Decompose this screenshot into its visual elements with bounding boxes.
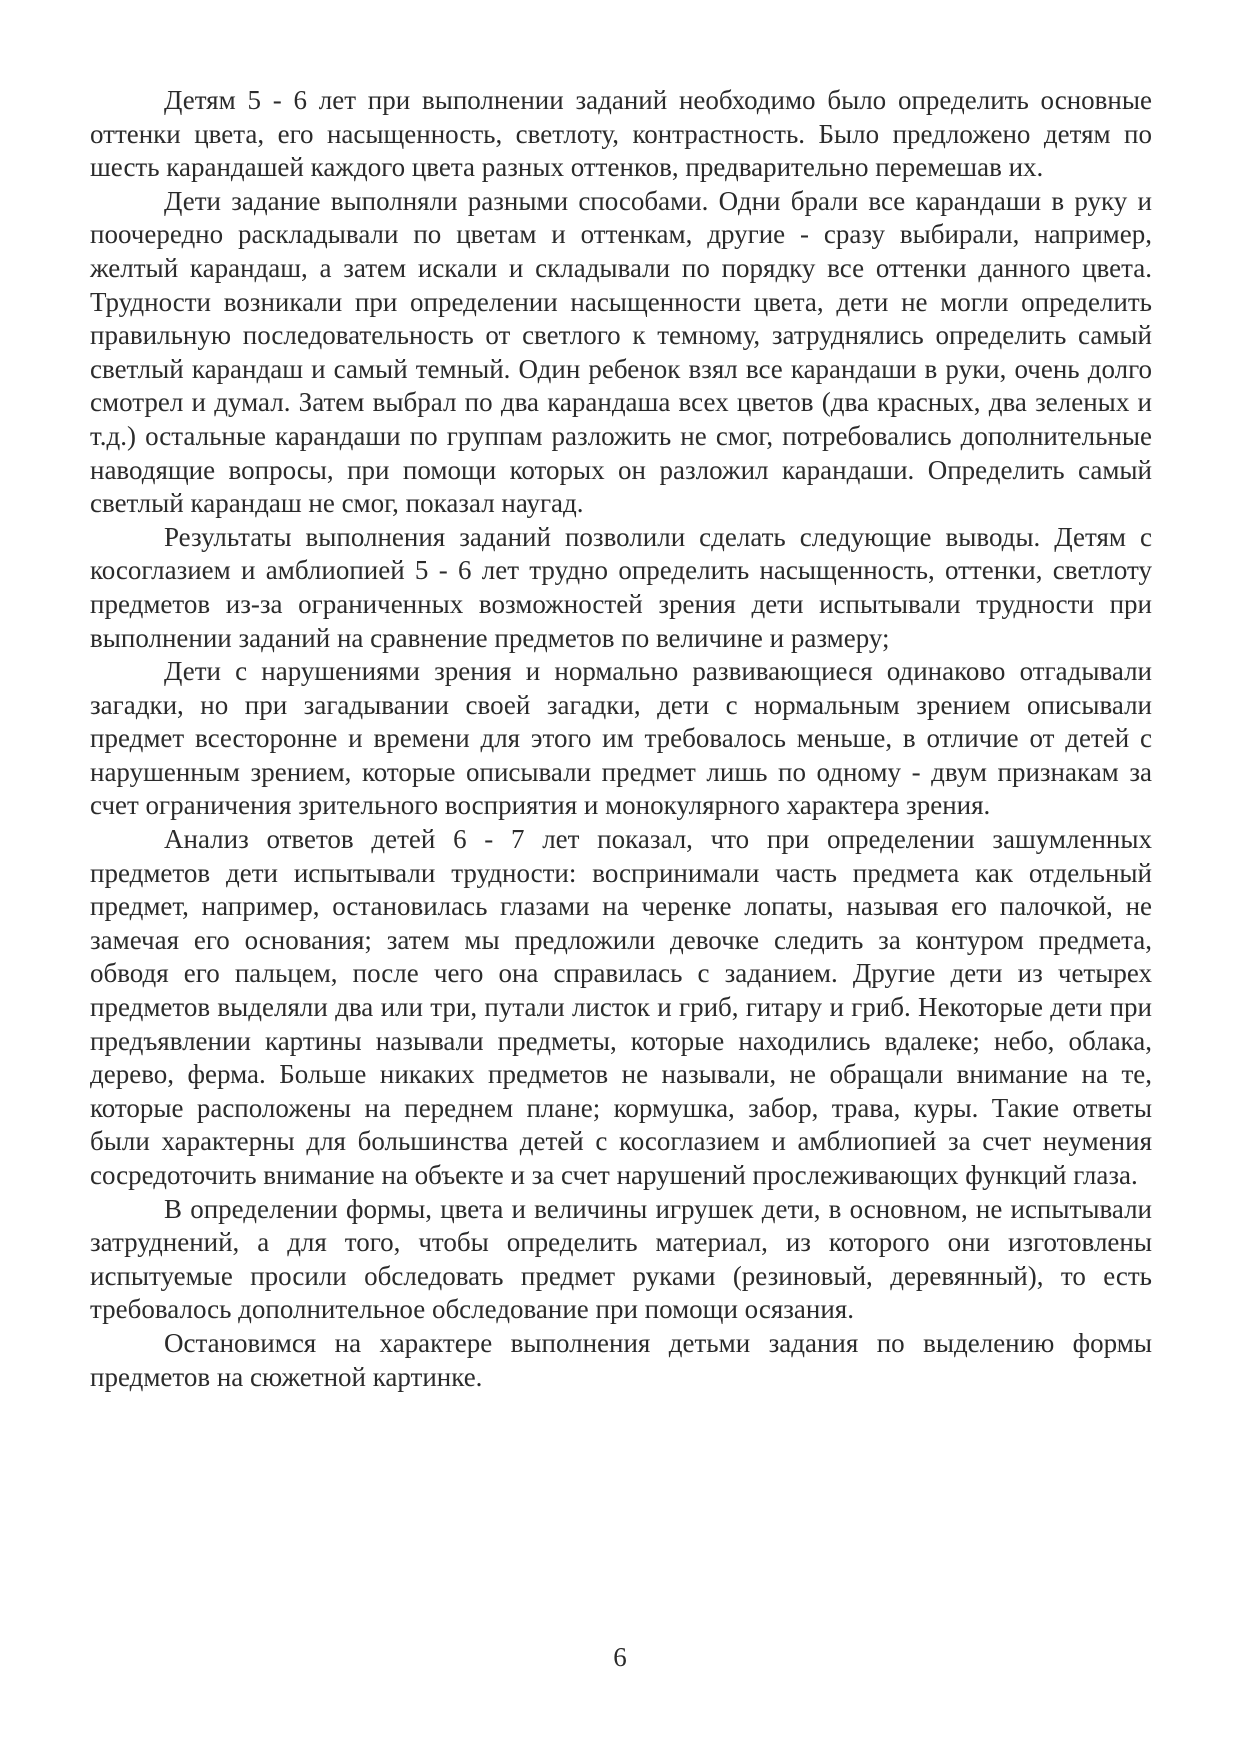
paragraph-color-shades: Детям 5 - 6 лет при выполнении заданий необходимо было определить основные оттенки цвета, его насыщенность, светлоту, контрастность. Было предложено детям по шесть карандашей каждого цвета разных оттенков, предварительно перемешав их. [90,85,1152,183]
paragraph-shape-task: Остановимся на характере выполнения детьми задания по выделению формы предметов на сюжетной картинке. [90,1327,1152,1392]
paragraph-toy-properties: В определении формы, цвета и величины игрушек дети, в основном, не испытывали затруднений, а для того, чтобы определить материал, из которого они изготовлены испытуемые просили обследовать предмет руками (резиновый, деревянный), то есть требовалось дополнительное обследование при помощи осязания. [90,1193,1152,1325]
paragraph-task-methods: Дети задание выполняли разными способами. Одни брали все карандаши в руку и поочередно раскладывали по цветам и оттенкам, другие - сразу выбирали, например, желтый карандаш, а затем искали и складывали по порядку все оттенки данного цвета. Трудности возникали при определении насыщенности цвета, дети не могли определить правильную последовательность от светлого к темному, затруднялись определить самый светлый карандаш и самый темный. Один ребенок взял все карандаши в руки, очень долго смотрел и думал. Затем выбрал по два карандаша всех цветов (два красных, два зеленых и т.д.) остальные карандаши по группам разложить не смог, потребовались дополнительные наводящие вопросы, при помощи которых он разложил карандаши. Определить самый светлый карандаш не смог, показал наугад. [90,185,1152,519]
page-number: 6 [613,1642,627,1672]
paragraph-noisy-objects: Анализ ответов детей 6 - 7 лет показал, что при определении зашумленных предметов дети испытывали трудности: воспринимали часть предмета как отдельный предмет, например, остановилась глазами на черенке лопаты, называя его палочкой, не замечая его основания; затем мы предложили девочке следить за контуром предмета, обводя его пальцем, после чего она справилась с заданием. Другие дети из четырех предметов выделяли два или три, путали листок и гриб, гитару и гриб. Некоторые дети при предъявлении картины называли предметы, которые находились вдалеке; небо, облака, дерево, ферма. Больше никаких предметов не называли, не обращали внимание на те, которые расположены на переднем плане; кормушка, забор, трава, куры. Такие ответы были характерны для большинства детей с косоглазием и амблиопией за счет неумения сосредоточить внимание на объекте и за счет нарушений прослеживающих функций глаза. [90,824,1152,1190]
paragraph-conclusions: Результаты выполнения заданий позволили сделать следующие выводы. Детям с косоглазием и амблиопией 5 - 6 лет трудно определить насыщенность, оттенки, светлоту предметов из-за ограниченных возможностей зрения дети испытывали трудности при выполнении заданий на сравнение предметов по величине и размеру; [90,521,1152,653]
paragraph-riddles: Дети с нарушениями зрения и нормально развивающиеся одинаково отгадывали загадки, но при загадывании своей загадки, дети с нормальным зрением описывали предмет всесторонне и времени для этого им требовалось меньше, в отличие от детей с нарушенным зрением, которые описывали предмет лишь по одному - двум признакам за счет ограничения зрительного восприятия и монокулярного характера зрения. [90,656,1152,821]
text-column [90,84,1152,1394]
